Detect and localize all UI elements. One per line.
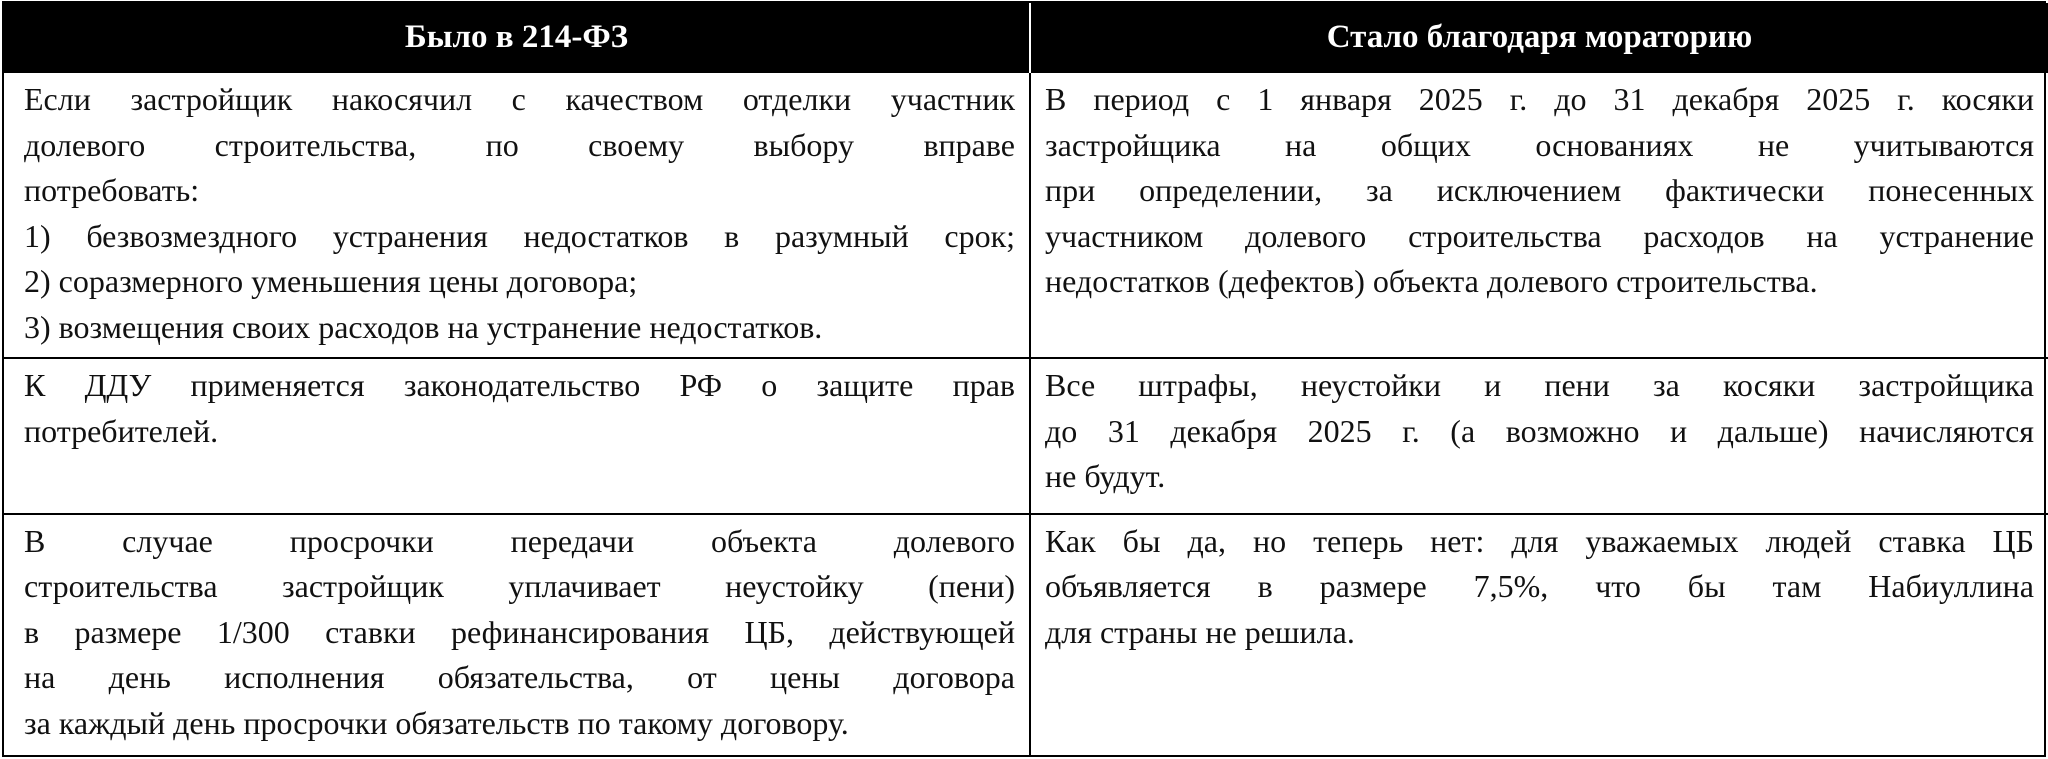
header-after: Стало благодаря мораторию bbox=[1030, 3, 2048, 72]
text-line: для страны не решила. bbox=[1045, 613, 1355, 650]
text-line: 2) соразмерного уменьшения цены договора; bbox=[24, 263, 638, 299]
text-line: 1) безвозмездного устранения недостатков в разумный срок; bbox=[24, 217, 1015, 254]
cell-after-penalties bbox=[1030, 358, 2048, 514]
cell-before-delay bbox=[4, 514, 1030, 755]
comparison-table-frame bbox=[2, 1, 2046, 757]
header-row bbox=[4, 3, 2048, 72]
text-line: до 31 декабря 2025 г. (а возможно и дальше) начисляются bbox=[1045, 412, 2034, 449]
text-line: строительства застройщик уплачивает неустойку (пени) bbox=[24, 568, 1015, 605]
text-line: при определении, за исключением фактически понесенных bbox=[1045, 172, 2034, 208]
text-line: В случае просрочки передачи объекта долевого bbox=[24, 522, 1015, 559]
cell-before-consumer-law bbox=[4, 358, 1030, 514]
table-row bbox=[4, 514, 2048, 755]
cell-after-quality bbox=[1030, 72, 2048, 358]
table-row bbox=[4, 72, 2048, 358]
text-line: В период с 1 января 2025 г. до 31 декабря 2025 г. косяки bbox=[1045, 81, 2034, 117]
text-line: Если застройщик накосячил с качеством отделки участник bbox=[24, 81, 1015, 117]
table-row bbox=[4, 358, 2048, 514]
text-line: потребовать: bbox=[24, 172, 200, 208]
text-line: недостатков (дефектов) объекта долевого строительства. bbox=[1045, 263, 1818, 299]
text-line: объявляется в размере 7,5%, что бы там Набиуллина bbox=[1045, 568, 2034, 605]
text-line: К ДДУ применяется законодательство РФ о защите прав bbox=[24, 367, 1015, 404]
cell-before-quality bbox=[4, 72, 1030, 358]
text-line: участником долевого строительства расходов на устранение bbox=[1045, 217, 2034, 254]
comparison-table bbox=[4, 3, 2048, 755]
text-line: за каждый день просрочки обязательств по такому договору. bbox=[24, 704, 849, 741]
text-line: застройщика на общих основаниях не учитываются bbox=[1045, 126, 2034, 163]
text-line: не будут. bbox=[1045, 458, 1166, 495]
text-line: на день исполнения обязательства, от цены договора bbox=[24, 659, 1015, 696]
text-line: Все штрафы, неустойки и пени за косяки застройщика bbox=[1045, 367, 2034, 404]
text-line: потребителей. bbox=[24, 412, 219, 449]
header-before: Было в 214-ФЗ bbox=[4, 3, 1030, 72]
text-line: Как бы да, но теперь нет: для уважаемых людей ставка ЦБ bbox=[1045, 522, 2034, 559]
text-line: 3) возмещения своих расходов на устранение недостатков. bbox=[24, 308, 823, 345]
cell-after-rate bbox=[1030, 514, 2048, 755]
text-line: в размере 1/300 ставки рефинансирования ЦБ, действующей bbox=[24, 613, 1015, 650]
text-line: долевого строительства, по своему выбору вправе bbox=[24, 126, 1015, 163]
